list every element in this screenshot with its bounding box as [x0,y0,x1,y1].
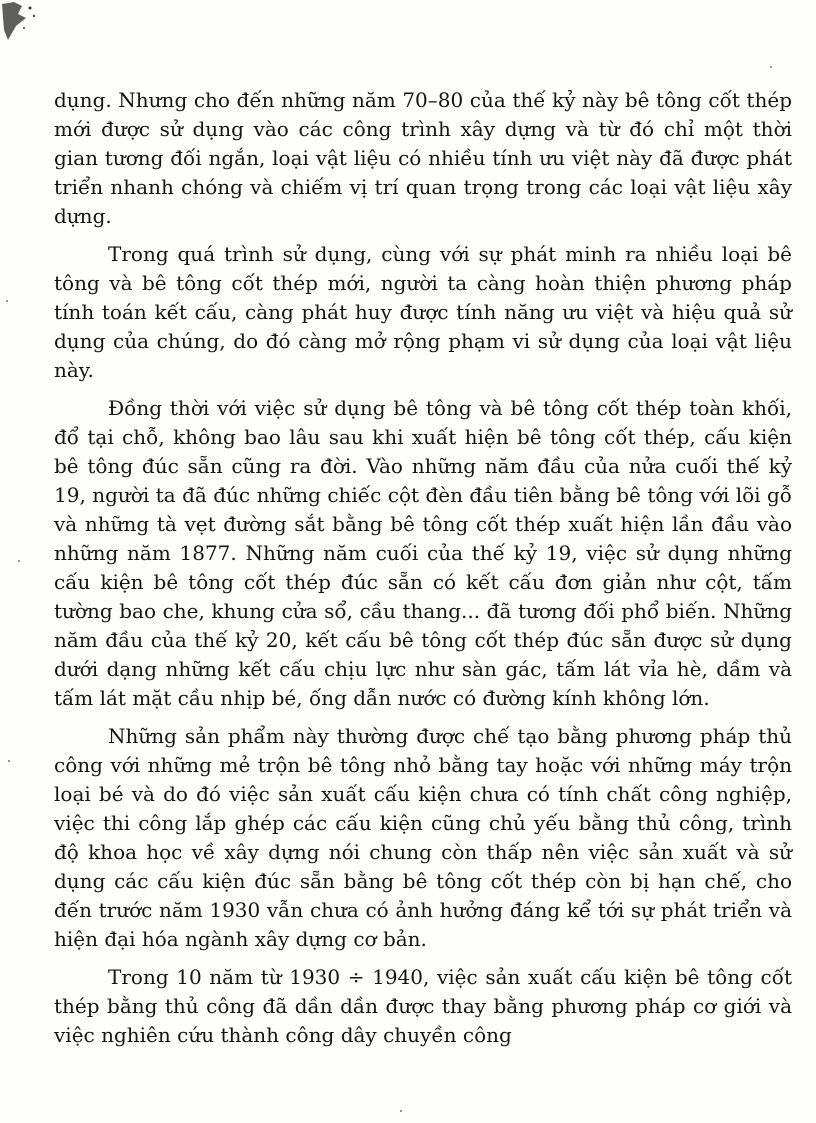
scan-edge-mark [0,0,40,46]
paragraph: Trong quá trình sử dụng, cùng với sự phát minh ra nhiều loại bê tông và bê tông cốt thép mới, người ta càng hoàn thiện phương pháp tính toán kết cấu, càng phát huy được tính năng ưu việt và hiệu quả sử dụng của chúng, do đó càng mở rộng phạm vi sử dụng của loại vật liệu này. [54,242,792,382]
paragraph: Trong 10 năm từ 1930 ÷ 1940, việc sản xuất cấu kiện bê tông cốt thép bằng thủ công đã dần dần được thay bằng phương pháp cơ giới và việc nghiên cứu thành công dây chuyền công [54,965,792,1047]
scan-speck [6,300,8,302]
body-text [54,86,792,1059]
paragraph: Đồng thời với việc sử dụng bê tông và bê tông cốt thép toàn khối, đổ tại chỗ, không bao lâu sau khi xuất hiện bê tông cốt thép, cấu kiện bê tông đúc sẵn cũng ra đời. Vào những năm đầu của nửa cuối thế kỷ 19, người ta đã đúc những chiếc cột đèn đầu tiên bằng bê tông với lõi gỗ và những tà vẹt đường sắt bằng bê tông cốt thép xuất hiện lần đầu vào những năm 1877. Những năm cuối của thế kỷ 19, việc sử dụng những cấu kiện bê tông cốt thép đúc sẵn có kết cấu đơn giản như cột, tấm tường bao che, khung cửa sổ, cầu thang... đã tương đối phổ biến. Những năm đầu của thế kỷ 20, kết cấu bê tông cốt thép đúc sẵn được sử dụng dưới dạng những kết cấu chịu lực như sàn gác, tấm lát vỉa hè, dầm và tấm lát mặt cầu nhịp bé, ống dẫn nước có đường kính không lớn. [54,396,792,710]
scan-speck [18,560,20,562]
paragraph: Những sản phẩm này thường được chế tạo bằng phương pháp thủ công với những mẻ trộn bê tông nhỏ bằng tay hoặc với những máy trộn loại bé và do đó việc sản xuất cấu kiện chưa có tính chất công nghiệp, việc thi công lắp ghép các cấu kiện cũng chủ yếu bằng thủ công, trình độ khoa học về xây dựng nói chung còn thấp nên việc sản xuất và sử dụng các cấu kiện đúc sẵn bằng bê tông cốt thép còn bị hạn chế, cho đến trước năm 1930 vẫn chưa có ảnh hưởng đáng kể tới sự phát triển và hiện đại hóa ngành xây dựng cơ bản. [54,724,792,951]
paragraph: dụng. Nhưng cho đến những năm 70–80 của thế kỷ này bê tông cốt thép mới được sử dụng vào các công trình xây dựng và từ đó chỉ một thời gian tương đối ngắn, loại vật liệu có nhiều tính ưu việt này đã được phát triển nhanh chóng và chiếm vị trí quan trọng trong các loại vật liệu xây dựng. [54,88,792,228]
scan-speck [8,760,10,762]
scan-speck [770,66,772,68]
scan-speck [400,1110,402,1112]
